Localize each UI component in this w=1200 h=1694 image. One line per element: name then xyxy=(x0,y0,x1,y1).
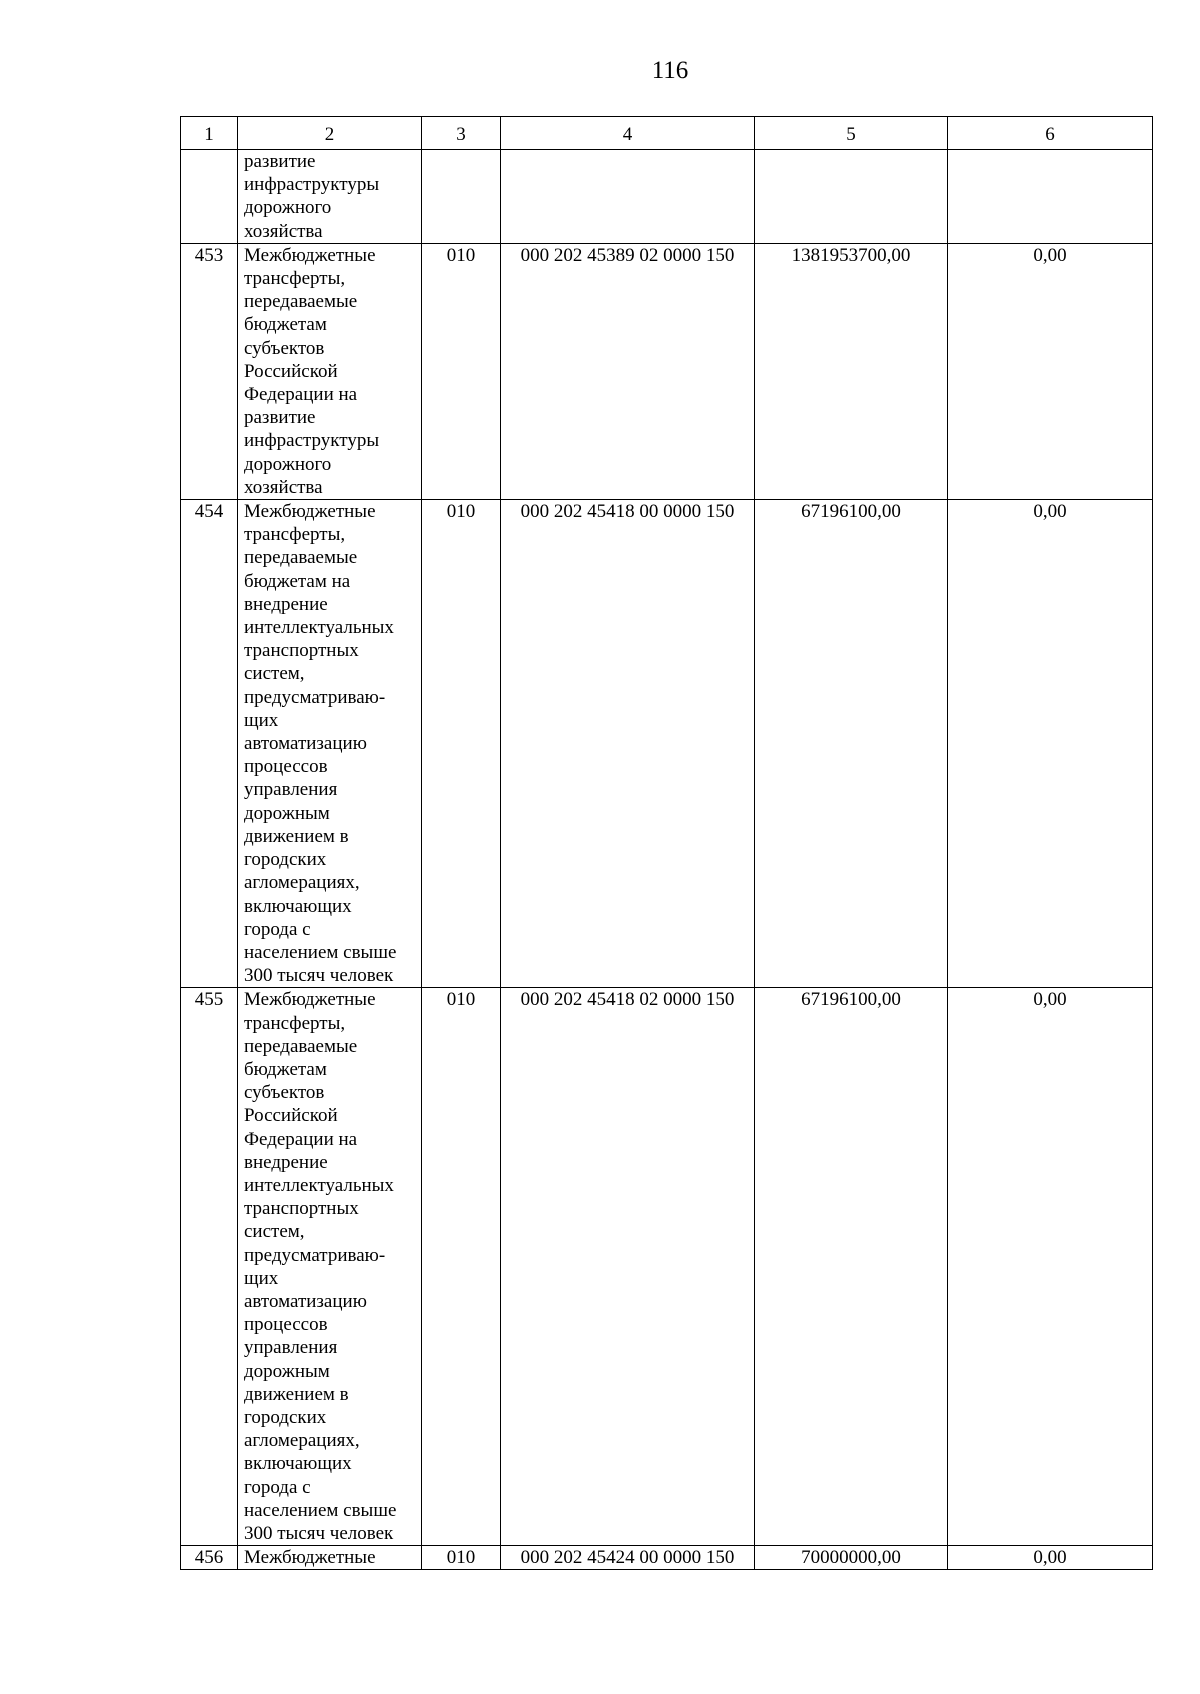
budget-table xyxy=(180,116,1153,1570)
row-value: 0,00 xyxy=(948,243,1153,499)
row-code: 010 xyxy=(422,988,501,1546)
row-name xyxy=(238,988,422,1546)
row-number: 455 xyxy=(181,988,238,1546)
table-row xyxy=(181,243,1153,499)
row-code: 010 xyxy=(422,500,501,988)
row-name xyxy=(238,243,422,499)
row-value: 0,00 xyxy=(948,1546,1153,1570)
row-number: 456 xyxy=(181,1546,238,1570)
row-name-text: Межбюджетные трансферты, передаваемые бюджетам субъектов Российской Федерации на внедрение интеллектуальных транспортных систем, предусматриваю- щих автоматизацию процессов управления дорожным движением в городских агломерациях, включающих города с населением свыше 300 тысяч человек xyxy=(244,989,397,1544)
row-value xyxy=(948,150,1153,244)
row-name-text: Межбюджетные xyxy=(244,1547,376,1569)
row-name-text: Межбюджетные трансферты, передаваемые бюджетам субъектов Российской Федерации на развитие инфраструктуры дорожного хозяйства xyxy=(244,244,380,498)
header-col-3: 3 xyxy=(422,117,501,150)
row-number: 454 xyxy=(181,500,238,988)
row-sum: 1381953700,00 xyxy=(755,243,948,499)
row-kbk: 000 202 45418 00 0000 150 xyxy=(501,500,755,988)
row-name xyxy=(238,150,422,244)
header-row xyxy=(181,117,1153,150)
row-sum: 67196100,00 xyxy=(755,988,948,1546)
row-value: 0,00 xyxy=(948,500,1153,988)
row-name xyxy=(238,500,422,988)
row-kbk: 000 202 45424 00 0000 150 xyxy=(501,1546,755,1570)
header-col-2: 2 xyxy=(238,117,422,150)
row-kbk: 000 202 45389 02 0000 150 xyxy=(501,243,755,499)
row-sum: 70000000,00 xyxy=(755,1546,948,1570)
page-number: 116 xyxy=(651,57,689,84)
row-sum xyxy=(755,150,948,244)
table-row xyxy=(181,988,1153,1546)
row-number xyxy=(181,150,238,244)
header-col-1: 1 xyxy=(181,117,238,150)
row-code: 010 xyxy=(422,1546,501,1570)
row-value: 0,00 xyxy=(948,988,1153,1546)
table-row-continuation xyxy=(181,150,1153,244)
table-row xyxy=(181,500,1153,988)
row-code xyxy=(422,150,501,244)
row-kbk: 000 202 45418 02 0000 150 xyxy=(501,988,755,1546)
row-name-text: развитие инфраструктуры дорожного хозяйства xyxy=(244,151,380,242)
header-col-5: 5 xyxy=(755,117,948,150)
row-number: 453 xyxy=(181,243,238,499)
row-sum: 67196100,00 xyxy=(755,500,948,988)
table-row xyxy=(181,1546,1153,1570)
row-name xyxy=(238,1546,422,1570)
row-name-text: Межбюджетные трансферты, передаваемые бюджетам на внедрение интеллектуальных транспортных систем, предусматриваю- щих автоматизацию процессов управления дорожным движением в городских агломерациях, включающих города с населением свыше 300 тысяч человек xyxy=(244,501,397,987)
row-kbk xyxy=(501,150,755,244)
row-code: 010 xyxy=(422,243,501,499)
header-col-6: 6 xyxy=(948,117,1153,150)
header-col-4: 4 xyxy=(501,117,755,150)
